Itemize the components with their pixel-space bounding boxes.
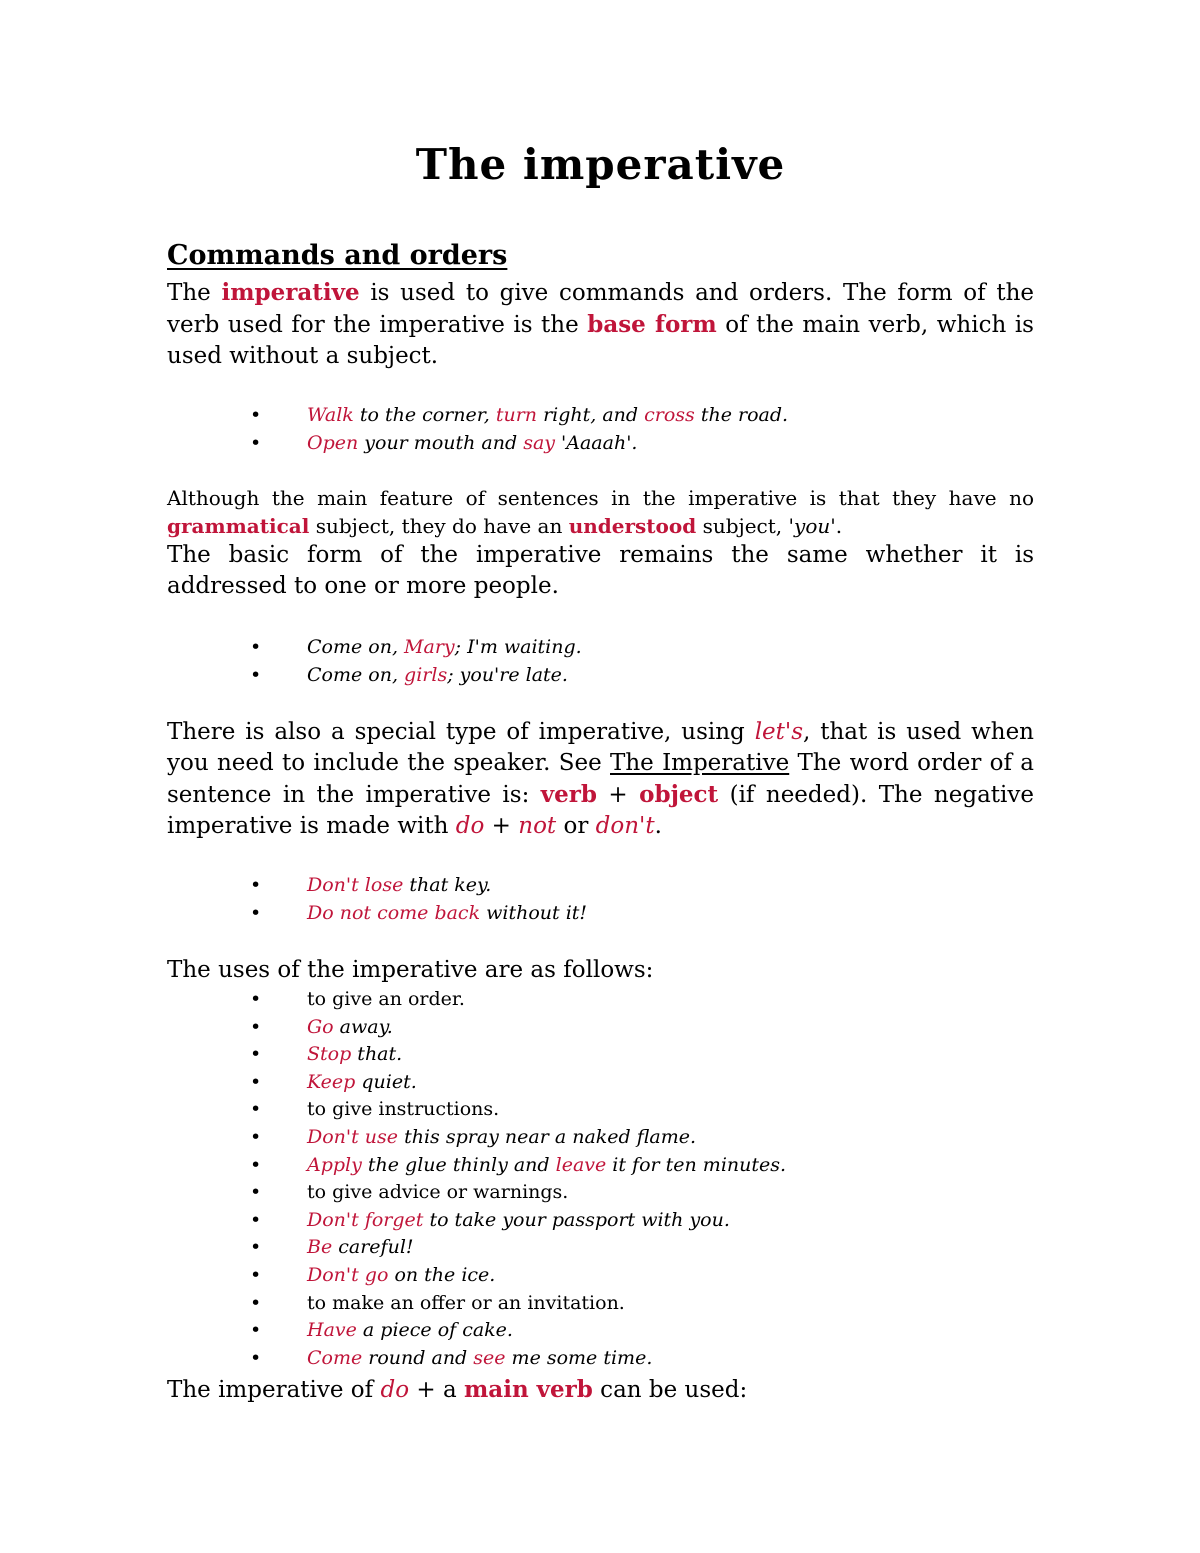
term-lets: let's: [754, 719, 804, 745]
section-heading: Commands and orders: [167, 240, 508, 271]
list-item: • to give instructions.: [250, 1096, 1030, 1124]
list-item: • Don't forget to take your passport with you.: [250, 1207, 1030, 1235]
list-item: • Keep quiet.: [250, 1069, 1030, 1097]
list-item: • Apply the glue thinly and leave it for ten minutes.: [250, 1152, 1030, 1180]
list-item: • Do not come back without it!: [250, 900, 1030, 928]
term-object: object: [639, 781, 719, 808]
example-list-commands: [250, 402, 1030, 457]
list-item: • Have a piece of cake.: [250, 1317, 1030, 1345]
list-item: • Don't go on the ice.: [250, 1262, 1030, 1290]
list-item: • to give advice or warnings.: [250, 1179, 1030, 1207]
list-item: • Open your mouth and say 'Aaaah'.: [250, 430, 1030, 458]
paragraph-word-order: There is also a special type of imperative, using let's, that is used when you need to include the speaker. See The Imperative The word order of a sentence in the imperative is: verb + object (if needed). The negative imperative is made with do + not or don't.: [167, 719, 1034, 839]
example-list-negative: [250, 872, 1030, 927]
uses-list: [250, 986, 1030, 1372]
term-base-form: base form: [587, 311, 717, 338]
paragraph-intro: The imperative is used to give commands and orders. The form of the verb used for the imperative is the base form of the main verb, which is used without a subject.: [167, 279, 1035, 369]
list-item: • Stop that.: [250, 1041, 1030, 1069]
list-item: • Come round and see me some time.: [250, 1345, 1030, 1373]
term-verb: verb: [540, 781, 597, 808]
list-item: • Walk to the corner, turn right, and cross the road.: [250, 402, 1030, 430]
term-understood: understood: [568, 514, 697, 538]
list-item: • Go away.: [250, 1014, 1030, 1042]
list-item: • Be careful!: [250, 1234, 1030, 1262]
page-title: The imperative: [415, 140, 786, 189]
example-list-addressees: [250, 634, 1030, 689]
list-item: • to make an offer or an invitation.: [250, 1290, 1030, 1318]
term-grammatical: grammatical: [167, 514, 310, 538]
list-item: • Come on, Mary; I'm waiting.: [250, 634, 1030, 662]
paragraph-uses: The uses of the imperative are as follows:: [167, 957, 654, 983]
list-item: • Don't lose that key.: [250, 872, 1030, 900]
paragraph-basic-form: The basic form of the imperative remains the same whether it is addressed to one or more people.: [167, 542, 1034, 599]
list-item: • to give an order.: [250, 986, 1030, 1014]
list-item: • Don't use this spray near a naked flame.: [250, 1124, 1030, 1152]
term-main-verb: main verb: [463, 1376, 593, 1403]
paragraph-subject: Although the main feature of sentences in the imperative is that they have no grammatical subject, they do have an understood subject, 'you'.: [167, 486, 1034, 538]
link-the-imperative[interactable]: The Imperative: [610, 750, 790, 776]
term-imperative: imperative: [221, 279, 360, 306]
paragraph-do-main-verb: The imperative of do + a main verb can be used:: [167, 1376, 748, 1403]
list-item: • Come on, girls; you're late.: [250, 662, 1030, 690]
